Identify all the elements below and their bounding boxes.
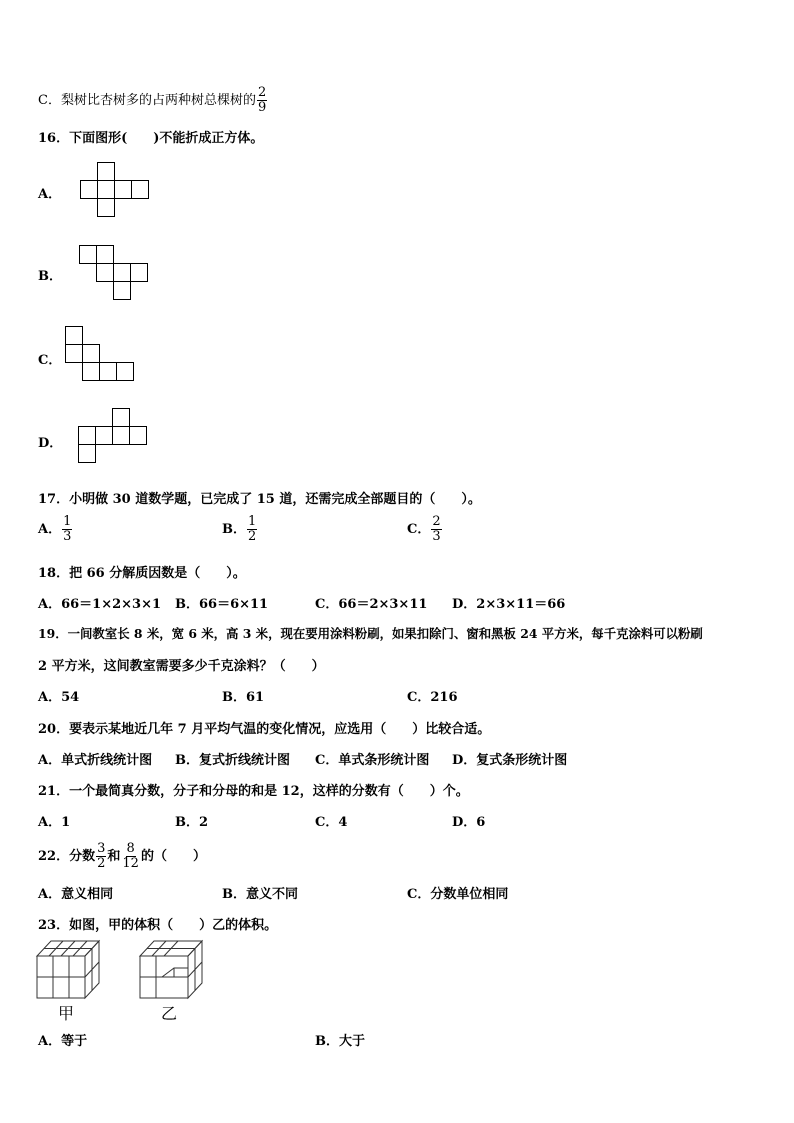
q16-option-a-label[interactable]: A． (38, 187, 62, 202)
q21-stem: 21．一个最简真分数，分子和分母的和是 12，这样的分数有（ ）个。 (38, 784, 469, 799)
q17-option-b[interactable]: B． $\frac{1}{2}$ (222, 514, 257, 544)
q18-stem: 18．把 66 分解质因数是（ ）。 (38, 566, 246, 581)
q17-stem: 17．小明做 30 道数学题，已完成了 15 道，还需完成全部题目的（ ）。 (38, 492, 481, 507)
q23-label-jia: 甲 (58, 1004, 75, 1023)
q21-option-b[interactable]: B．2 (175, 815, 209, 830)
q16-option-d-label[interactable]: D． (38, 436, 63, 451)
q15-option-c[interactable] (38, 86, 268, 115)
q23-label-yi: 乙 (161, 1004, 178, 1023)
fraction: $\frac{8}{12}$ (122, 841, 139, 871)
fraction: $\frac{3}{2}$ (97, 841, 106, 871)
q20-option-c[interactable]: C．单式条形统计图 (315, 753, 430, 768)
q21-option-c[interactable]: C．4 (315, 815, 348, 830)
q20-option-b[interactable]: B．复式折线统计图 (175, 753, 290, 768)
q20-option-a[interactable]: A．单式折线统计图 (38, 753, 153, 768)
q21-option-a[interactable]: A．1 (38, 815, 71, 830)
q19-option-a[interactable]: A．54 (38, 690, 80, 705)
q18-option-b[interactable]: B．66＝6×11 (175, 597, 269, 612)
q16-option-c-label[interactable]: C． (38, 353, 62, 368)
q16-net-b (79, 245, 151, 303)
q18-option-a[interactable]: A．66＝1×2×3×1 (38, 597, 162, 612)
q18-option-c[interactable]: C．66＝2×3×11 (315, 597, 428, 612)
q16-option-b-label[interactable]: B． (38, 269, 62, 284)
q16-net-c (65, 326, 137, 386)
q20-stem: 20．要表示某地近几年 7 月平均气温的变化情况，应选用（ ）比较合适。 (38, 722, 491, 737)
q23-option-b[interactable]: B．大于 (315, 1034, 365, 1049)
q23-figure-yi (140, 940, 206, 1002)
q23-stem: 23．如图，甲的体积（ ）乙的体积。 (38, 918, 278, 933)
q22-option-b[interactable]: B．意义不同 (222, 887, 298, 902)
q18-option-d[interactable]: D．2×3×11＝66 (452, 597, 566, 612)
q22-option-a[interactable]: A．意义相同 (38, 887, 114, 902)
q21-option-d[interactable]: D．6 (452, 815, 486, 830)
q17-option-c[interactable]: C． $\frac{2}{3}$ (407, 514, 441, 544)
q15-option-c-text: C．梨树比杏树多的占两种树总棵树的 (38, 93, 256, 108)
q16-net-a (80, 162, 152, 218)
q20-option-d[interactable]: D．复式条形统计图 (452, 753, 568, 768)
q23-figure-jia (37, 940, 103, 1002)
q22-stem: 22．分数 $\frac{3}{2}$ 和 $\frac{8}{12}$ 的（ ） (38, 841, 206, 871)
q17-option-a[interactable]: A． $\frac{1}{3}$ (38, 514, 72, 544)
q16-net-d (78, 408, 150, 468)
q19-option-b[interactable]: B．61 (222, 690, 265, 705)
fraction: $\frac{2}{9}$ (257, 85, 267, 115)
q22-option-c[interactable]: C．分数单位相同 (407, 887, 509, 902)
q19-option-c[interactable]: C．216 (407, 690, 458, 705)
fraction: $\frac{2}{3}$ (432, 514, 441, 544)
fraction: $\frac{1}{3}$ (63, 514, 72, 544)
fraction: $\frac{1}{2}$ (248, 514, 257, 544)
q19-stem-line1: 19．一间教室长 8 米，宽 6 米，高 3 米，现在要用涂料粉刷，如果扣除门、窗和黑板 24 平方米，每千克涂料可以粉刷 (38, 626, 703, 641)
q19-stem-line2: 2 平方米，这间教室需要多少千克涂料？（ ） (38, 659, 325, 674)
q16-stem: 16．下面图形( )不能折成正方体。 (38, 131, 264, 146)
q23-option-a[interactable]: A．等于 (38, 1034, 88, 1049)
